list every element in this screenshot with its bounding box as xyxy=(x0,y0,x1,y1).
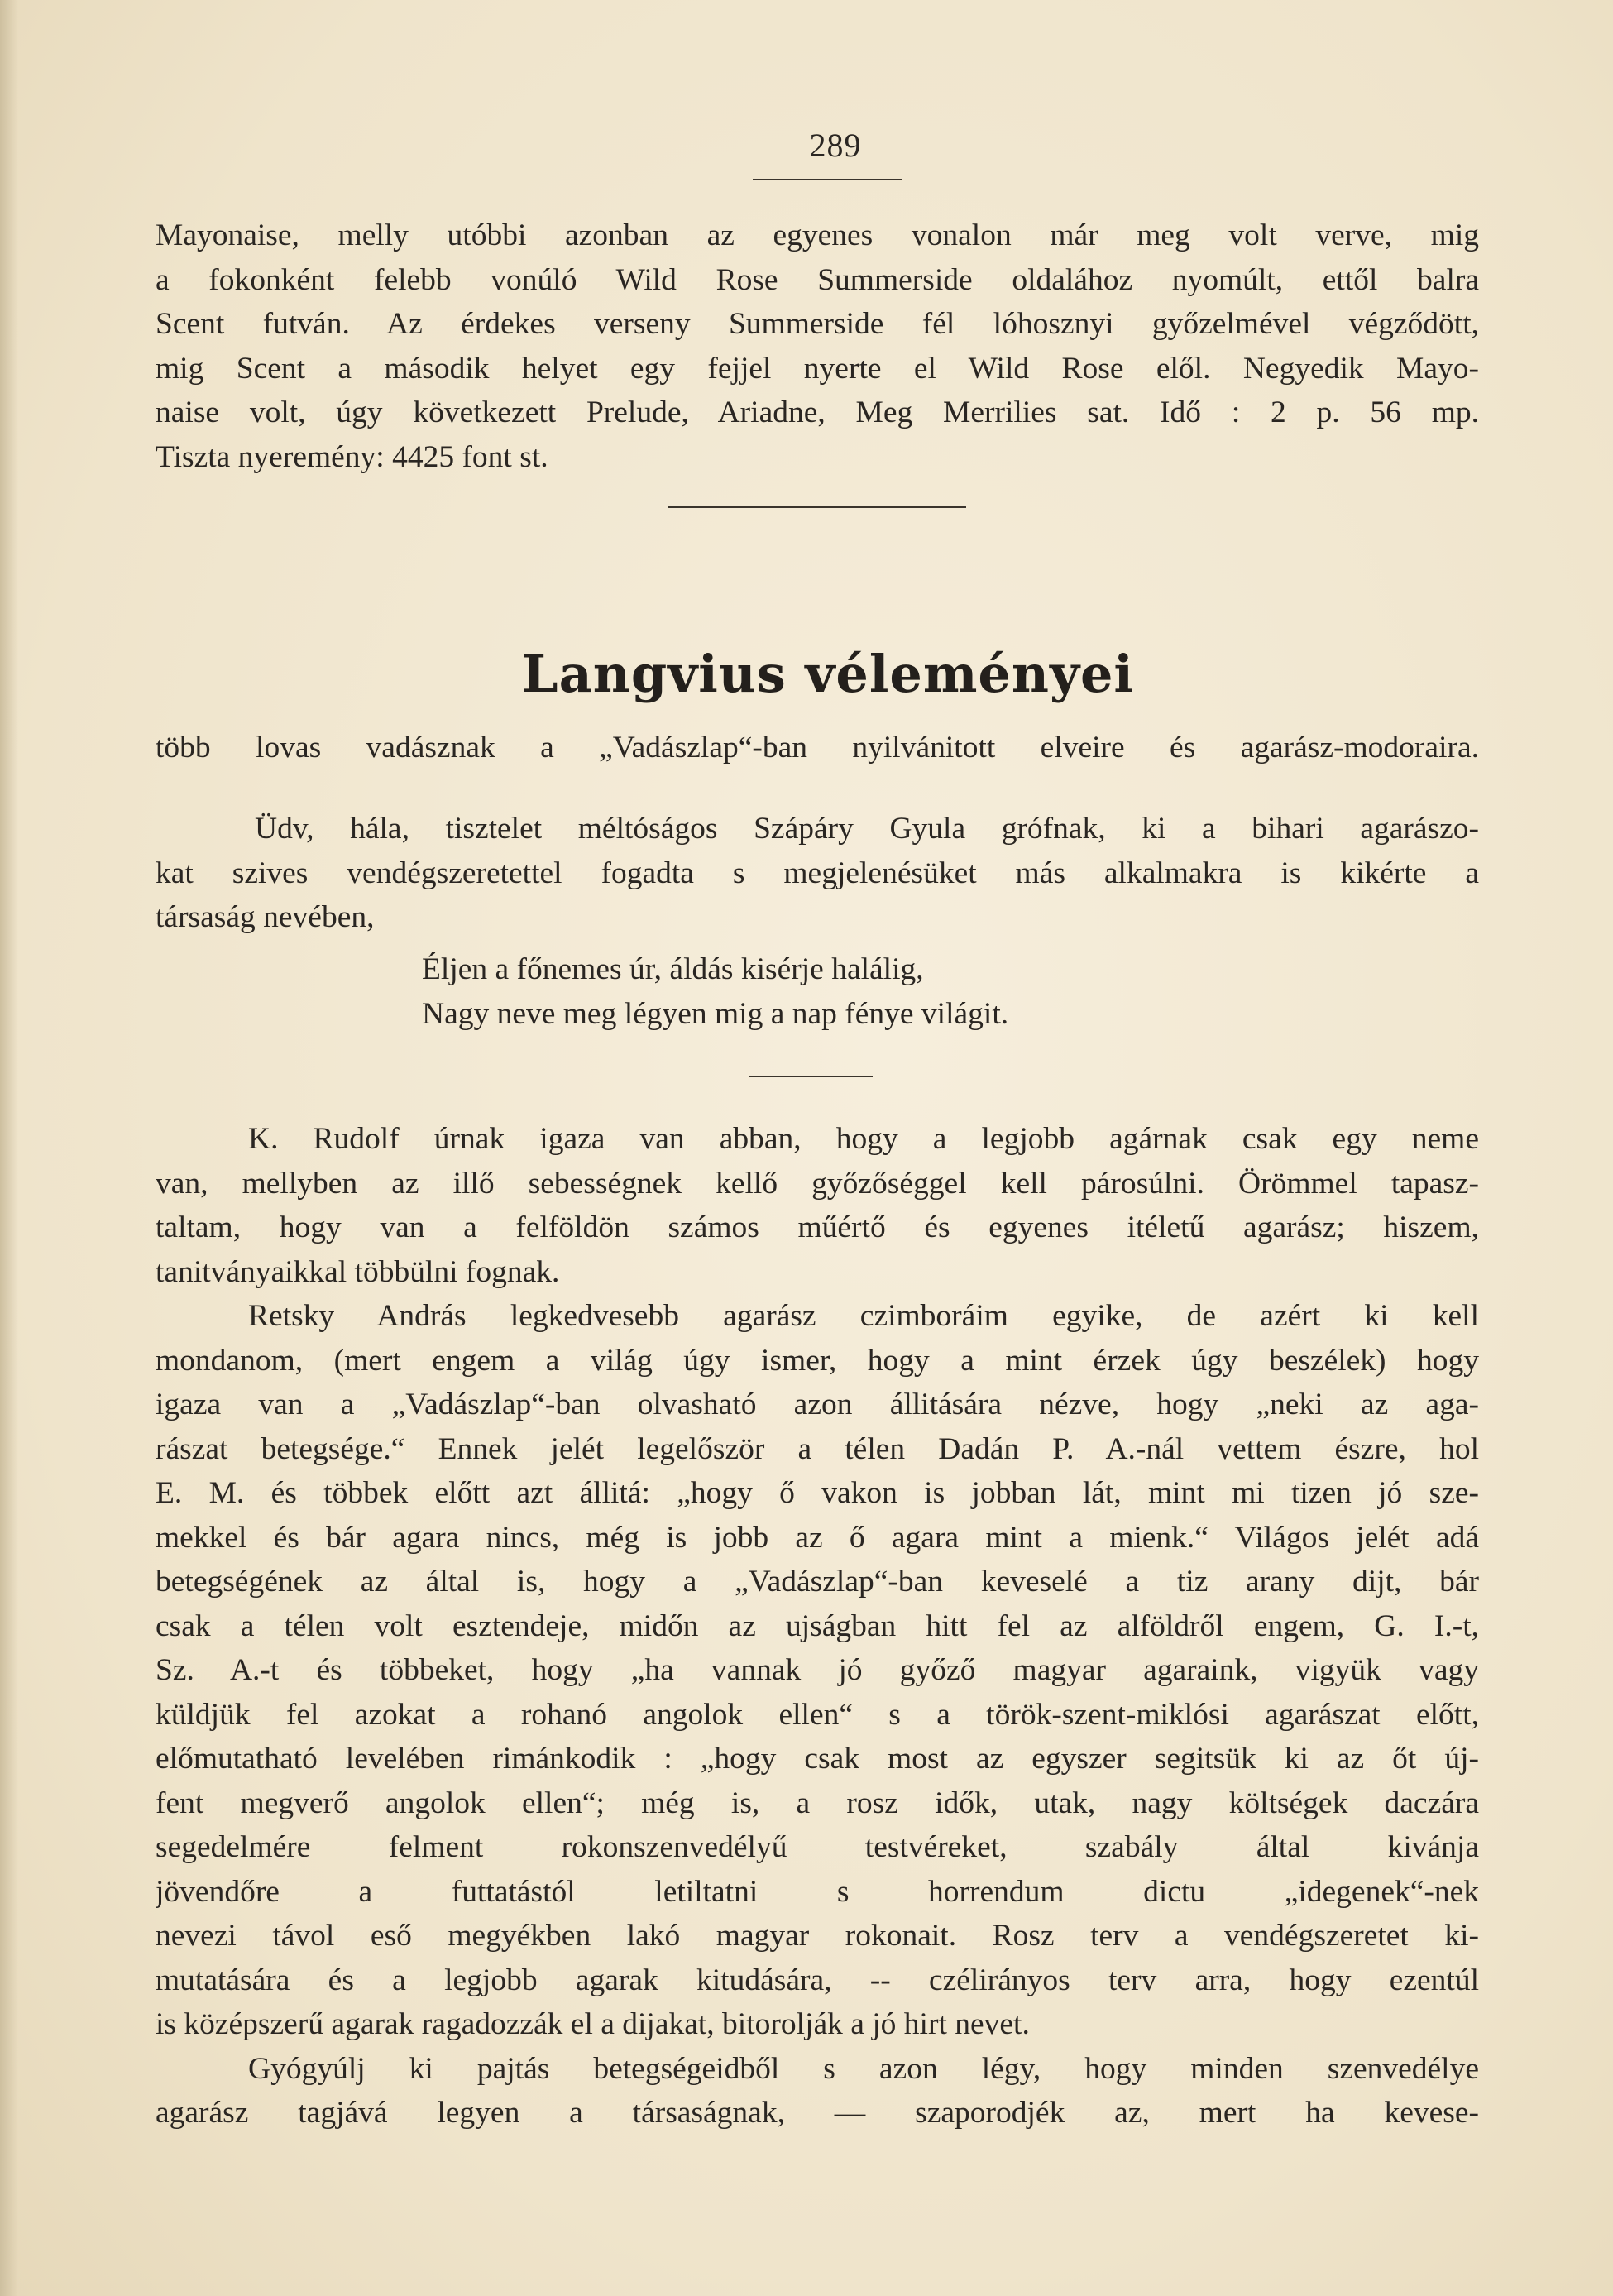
text-line: fent megverő angolok ellen“; még is, a rosz idők, utak, nagy költségek daczára xyxy=(156,1786,1479,1820)
text-line: előmutatható levelében rimánkodik : „hogy csak most az egyszer segitsük ki az őt új- xyxy=(156,1742,1479,1776)
text-line: mekkel és bár agara nincs, még is jobb az ő agara mint a mienk.“ Világos jelét adá xyxy=(156,1520,1479,1555)
text-line: agarász tagjává legyen a társaságnak, — szaporodjék az, mert ha kevese- xyxy=(156,2096,1479,2130)
text-line: rászat betegsége.“ Ennek jelét legelőször a télen Dadán P. A.-nál vettem észre, hol xyxy=(156,1431,1479,1466)
verse xyxy=(422,947,1008,1037)
article-subheading: több lovas vadásznak a „Vadászlap“-ban nyilvánitott elveire és agarász-modoraira. xyxy=(156,731,1479,765)
text-line: is középszerű agarak ragadozzák el a dijakat, bitorolják a jó hirt nevet. xyxy=(156,2007,1030,2041)
text-line: segedelmére felment rokonszenvedélyű testvéreket, szabály által kivánja xyxy=(156,1830,1479,1864)
text-line: társaság nevében, xyxy=(156,900,375,934)
text-line: mondanom, (mert engem a világ úgy ismer, hogy a mint érzek úgy beszélek) hogy xyxy=(156,1343,1479,1378)
text-line: Scent futván. Az érdekes verseny Summerside fél lóhosznyi győzelmével végződött, xyxy=(156,307,1479,341)
text-line: csak a télen volt esztendeje, midőn az ujságban hitt fel az alföldről engem, G. I.-t, xyxy=(156,1608,1479,1643)
text-line: Üdv, hála, tisztelet méltóságos Szápáry Gyula grófnak, ki a bihari agarászo- xyxy=(255,812,1479,846)
page-number-rule xyxy=(753,179,902,180)
page-binding-edge xyxy=(0,0,18,2296)
text-line: Retsky András legkedvesebb agarász czimboráim egyike, de azért ki kell xyxy=(248,1299,1479,1333)
text-line: taltam, hogy van a felföldön számos műértő és egyenes itéletű agarász; hiszem, xyxy=(156,1210,1479,1244)
text-line: betegségének az által is, hogy a „Vadászlap“-ban keveselé a tiz arany dijt, bár xyxy=(156,1565,1479,1599)
text-line: igaza van a „Vadászlap“-ban olvasható azon állitására nézve, hogy „neki az aga- xyxy=(156,1388,1479,1421)
text-line: naise volt, úgy következett Prelude, Ariadne, Meg Merrilies sat. Idő : 2 p. 56 mp. xyxy=(156,395,1479,429)
text-line: van, mellyben az illő sebességnek kellő győzőséggel kell párosúlni. Örömmel tapasz- xyxy=(156,1166,1479,1201)
verse-line: Éljen a főnemes úr, áldás kisérje halálig, xyxy=(422,952,924,986)
text-line: Mayonaise, melly utóbbi azonban az egyenes vonalon már meg volt verve, mig xyxy=(156,218,1479,252)
text-line: Sz. A.-t és többeket, hogy „ha vannak jó győző magyar agaraink, vigyük vagy xyxy=(156,1653,1479,1687)
section-divider xyxy=(668,506,966,508)
text-line: E. M. és többek előtt azt állitá: „hogy ő vakon is jobban lát, mint mi tizen jó sze- xyxy=(156,1476,1479,1510)
article-heading: Langvius véleményei xyxy=(522,644,1134,704)
text-line: küldjük fel azokat a rohanó angolok ellen“ s a török-szent-miklósi agarászat előtt, xyxy=(156,1697,1479,1732)
text-line: kat szives vendégszeretettel fogadta s megjelenésüket más alkalmakra is kikérte a xyxy=(156,856,1479,890)
text-line: tanitványaikkal többülni fognak. xyxy=(156,1254,560,1289)
text-line: mig Scent a második helyet egy fejjel nyerte el Wild Rose elől. Negyedik Mayo- xyxy=(156,351,1479,386)
text-line: K. Rudolf úrnak igaza van abban, hogy a legjobb agárnak csak egy neme xyxy=(248,1122,1479,1156)
paragraph-main xyxy=(156,1117,1479,2135)
text-line: mutatására és a legjobb agarak kitudására, -- czélirányos terv arra, hogy ezentúl xyxy=(156,1963,1479,1997)
paragraph-greeting xyxy=(156,807,1479,940)
text-line: Gyógyúlj ki pajtás betegségeidből s azon légy, hogy minden szenvedélye xyxy=(248,2051,1479,2086)
text-line: jövendőre a futtatástól letiltatni s horrendum dictu „idegenek“-nek xyxy=(156,1874,1479,1909)
text-line: a fokonként felebb vonúló Wild Rose Summerside oldalához nyomúlt, ettől balra xyxy=(156,262,1479,297)
verse-divider xyxy=(749,1076,873,1077)
text-line: nevezi távol eső megyékben lakó magyar rokonait. Rosz terv a vendégszeretet ki- xyxy=(156,1919,1479,1953)
text-line: Tiszta nyeremény: 4425 font st. xyxy=(156,439,548,474)
page-number: 289 xyxy=(809,127,862,164)
paragraph-race-report xyxy=(156,213,1479,479)
verse-line: Nagy neve meg légyen mig a nap fénye világit. xyxy=(422,997,1009,1031)
